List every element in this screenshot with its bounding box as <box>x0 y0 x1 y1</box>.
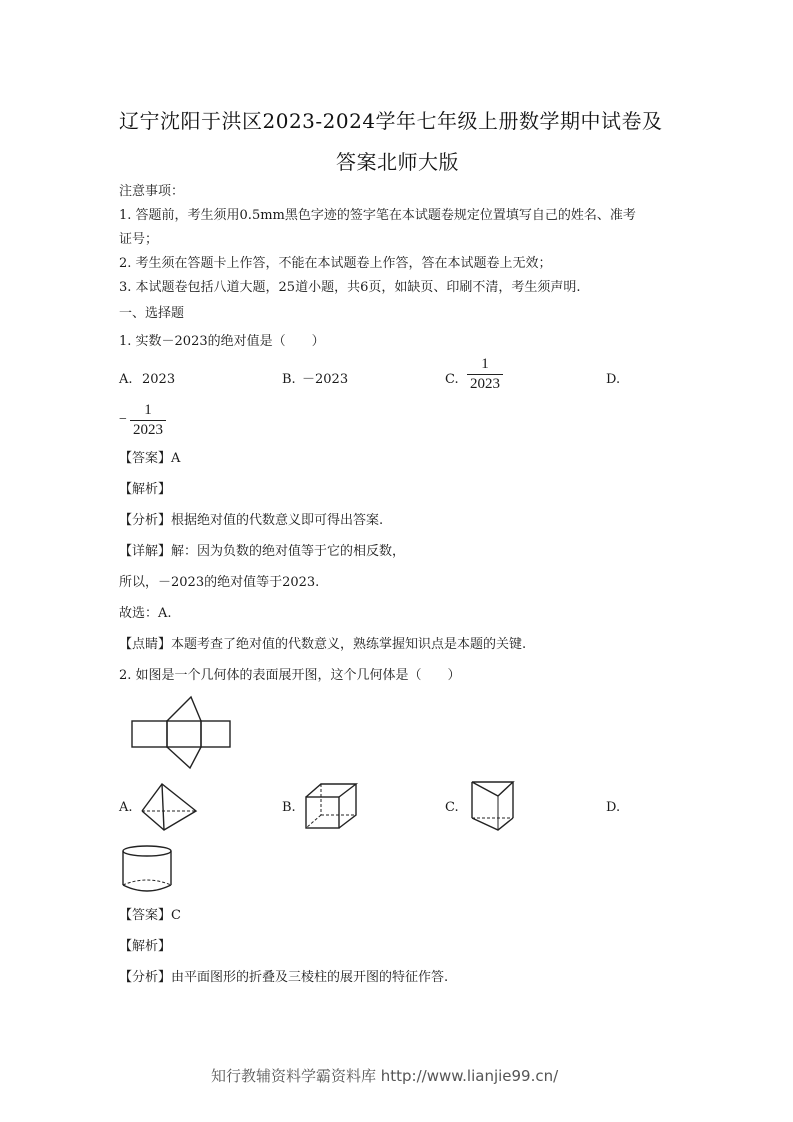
q1-option-a-label: A. <box>119 372 133 387</box>
fraction-numerator: 1 <box>481 356 489 372</box>
q2-option-d-label: D. <box>606 800 621 815</box>
notice-item-3: 3. 本试题卷包括八道大题，25道小题，共6页，如缺页、印刷不清，考生须声明. <box>119 280 581 295</box>
notice-heading: 注意事项： <box>119 184 185 199</box>
footer-watermark: 知行教辅资料学霸资料库 http://www.lianjie99.cn/ <box>211 1067 559 1085</box>
notice-item-2: 2. 考生须在答题卡上作答，不能在本试题卷上作答，答在本试题卷上无效； <box>119 256 552 271</box>
q1-option-d-label: D. <box>606 372 621 387</box>
q1-option-b-value: －2023 <box>302 372 349 387</box>
q1-answer: 【答案】A <box>119 451 181 466</box>
q1-option-a-value: 2023 <box>142 372 176 387</box>
fraction-numerator: 1 <box>144 402 152 418</box>
notice-item-1-cont: 证号； <box>119 232 159 247</box>
notice-item-1: 1. 答题前，考生须用0.5mm黑色字迹的签字笔在本试题卷规定位置填写自己的姓名、准考 <box>119 208 636 223</box>
q2-analysis-heading: 【解析】 <box>119 939 172 954</box>
q1-option-b-label: B. <box>282 372 296 387</box>
q1-option-c-label: C. <box>445 372 459 387</box>
fraction-denominator: 2023 <box>133 422 163 438</box>
q2-answer: 【答案】C <box>119 908 181 923</box>
q1-option-d-sign: − <box>119 412 127 427</box>
q1-comment: 【点睛】本题考查了绝对值的代数意义，熟练掌握知识点是本题的关键. <box>119 637 527 652</box>
document-title-line1: 辽宁沈阳于洪区2023-2024学年七年级上册数学期中试卷及 <box>119 109 663 133</box>
q2-option-a-label: A. <box>119 800 133 815</box>
q2-option-c-label: C. <box>445 800 459 815</box>
q1-analysis: 【分析】根据绝对值的代数意义即可得出答案. <box>119 513 384 528</box>
question-1-stem: 1. 实数－2023的绝对值是（ ） <box>119 334 325 349</box>
q1-choose: 故选：A. <box>119 606 172 621</box>
section-heading: 一、选择题 <box>119 306 185 321</box>
question-2-stem: 2. 如图是一个几何体的表面展开图，这个几何体是（ ） <box>119 668 461 683</box>
q1-detail-line2: 所以，－2023的绝对值等于2023. <box>119 575 320 590</box>
document-title-line2: 答案北师大版 <box>336 150 459 174</box>
q1-analysis-heading: 【解析】 <box>119 482 172 497</box>
q1-detail: 【详解】解：因为负数的绝对值等于它的相反数， <box>119 544 406 559</box>
q2-analysis: 【分析】由平面图形的折叠及三棱柱的展开图的特征作答. <box>119 970 449 985</box>
q2-option-b-label: B. <box>282 800 296 815</box>
fraction-denominator: 2023 <box>470 376 500 392</box>
